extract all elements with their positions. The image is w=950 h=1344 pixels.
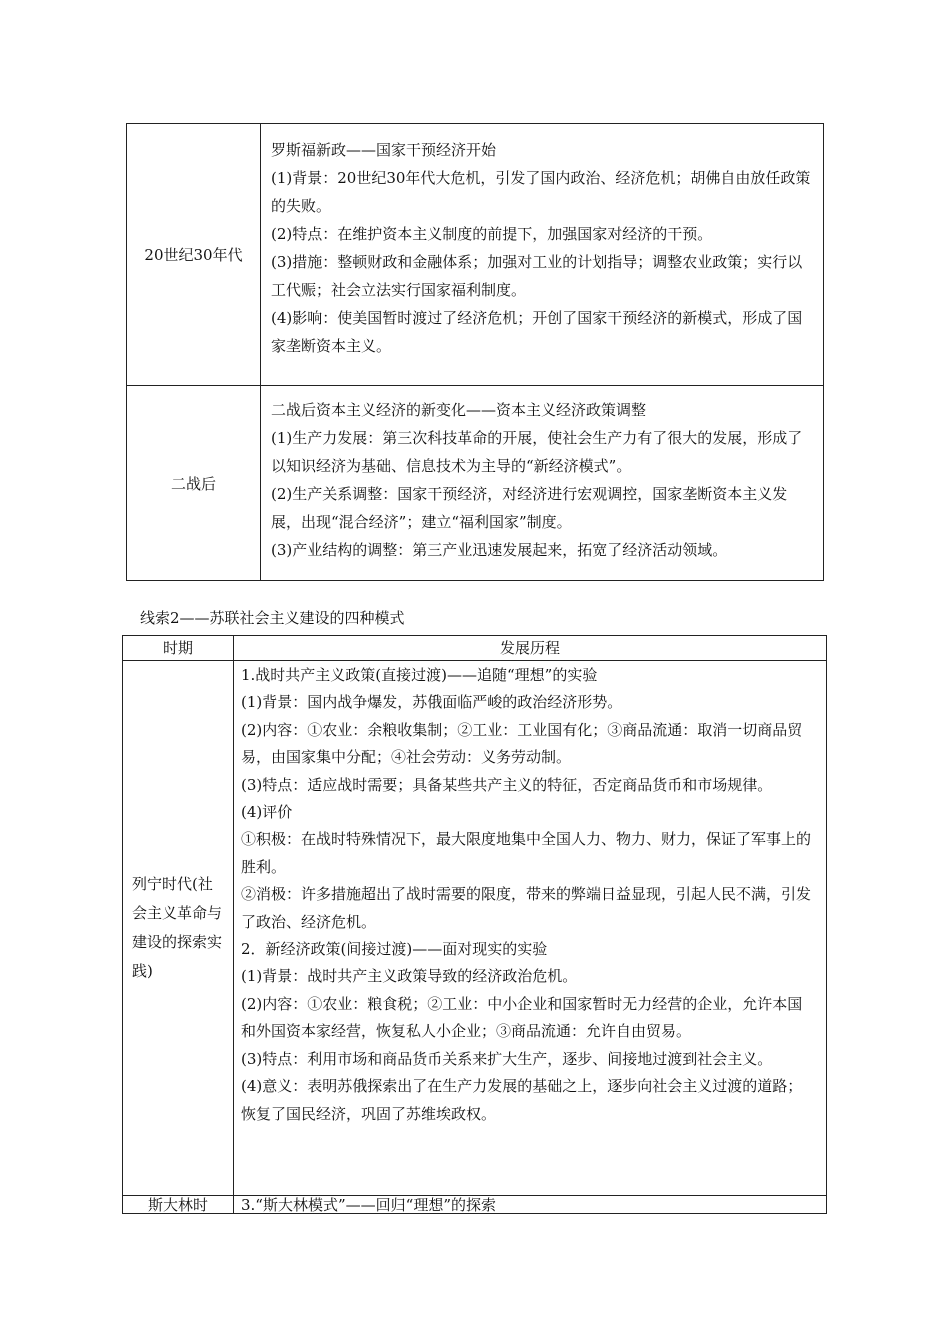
content-line: (1)背景：20世纪30年代大危机，引发了国内政治、经济危机；胡佛自由放任政策的失败。 <box>271 169 811 215</box>
content-line: 2．新经济政策(间接过渡)——面对现实的实验 <box>241 940 548 959</box>
content-line: ①积极：在战时特殊情况下，最大限度地集中全国人力、物力、财力，保证了军事上的胜利。 <box>241 830 812 876</box>
content-line: (3)措施：整顿财政和金融体系；加强对工业的计划指导；调整农业政策；实行以工代赈；社会立法实行国家福利制度。 <box>271 253 803 299</box>
capitalism-policy-table <box>126 123 824 581</box>
column-divider <box>260 124 261 580</box>
column-divider <box>233 636 234 1213</box>
section-caption: 线索2——苏联社会主义建设的四种模式 <box>140 609 405 627</box>
header-period: 时期 <box>162 639 193 657</box>
content-line: (4)意义：表明苏俄探索出了在生产力发展的基础之上，逐步向社会主义过渡的道路；恢复了国民经济，巩固了苏维埃政权。 <box>241 1077 803 1123</box>
content-line: (2)特点：在维护资本主义制度的前提下，加强国家对经济的干预。 <box>271 225 713 243</box>
content-line: 二战后资本主义经济的新变化——资本主义经济政策调整 <box>271 401 647 419</box>
content-cell-new-deal <box>271 136 813 360</box>
content-line: (1)生产力发展：第三次科技革命的开展，使社会生产力有了很大的发展，形成了以知识经济为基础、信息技术为主导的“新经济模式”。 <box>271 429 803 475</box>
content-line: 1.战时共产主义政策(直接过渡)——追随“理想”的实验 <box>241 666 598 684</box>
content-cell-lenin <box>241 662 814 1128</box>
content-line: (3)产业结构的调整：第三产业迅速发展起来，拓宽了经济活动领域。 <box>271 541 728 559</box>
content-line: (1)背景：战时共产主义政策导致的经济政治危机。 <box>241 967 578 986</box>
content-line: ②消极：许多措施超出了战时需要的限度，带来的弊端日益显现，引起人民不满，引发了政治、经济危机。 <box>241 885 812 931</box>
period-cell-lenin <box>123 661 233 1195</box>
content-line: (3)特点：适应战时需要；具备某些共产主义的特征，否定商品货币和市场规律。 <box>241 775 773 794</box>
period-cell-1930s: 20世纪30年代 <box>144 246 243 264</box>
content-line: 罗斯福新政——国家干预经济开始 <box>271 141 497 159</box>
content-cell-postwar <box>271 396 813 564</box>
period-cell-stalin: 斯大林时 <box>147 1196 208 1214</box>
period-cell-postwar: 二战后 <box>170 475 216 493</box>
content-line: (3)特点：利用市场和商品货币关系来扩大生产，逐步、间接地过渡到社会主义。 <box>241 1049 773 1068</box>
content-line: (4)影响：使美国暂时渡过了经济危机；开创了国家干预经济的新模式，形成了国家垄断资本主义。 <box>271 309 803 355</box>
content-cell-stalin: 3.“斯大林模式”——回归“理想”的探索 <box>241 1196 496 1214</box>
period-label: 列宁时代(社会主义革命与建设的探索实践) <box>132 875 223 980</box>
content-line: (1)背景：国内战争爆发，苏俄面临严峻的政治经济形势。 <box>241 693 623 712</box>
content-line: (2)生产关系调整：国家干预经济，对经济进行宏观调控，国家垄断资本主义发展，出现“混合经济”；建立“福利国家”制度。 <box>271 485 788 531</box>
header-course: 发展历程 <box>499 639 560 657</box>
content-line: (2)内容：①农业：余粮收集制；②工业：工业国有化；③商品流通：取消一切商品贸易，由国家集中分配；④社会劳动：义务劳动制。 <box>241 720 803 767</box>
content-line: (2)内容：①农业：粮食税；②工业：中小企业和国家暂时无力经营的企业，允许本国和外国资本家经营，恢复私人小企业；③商品流通：允许自由贸易。 <box>241 994 803 1041</box>
soviet-models-table <box>122 635 827 1214</box>
content-line: (4)评价 <box>241 803 293 822</box>
